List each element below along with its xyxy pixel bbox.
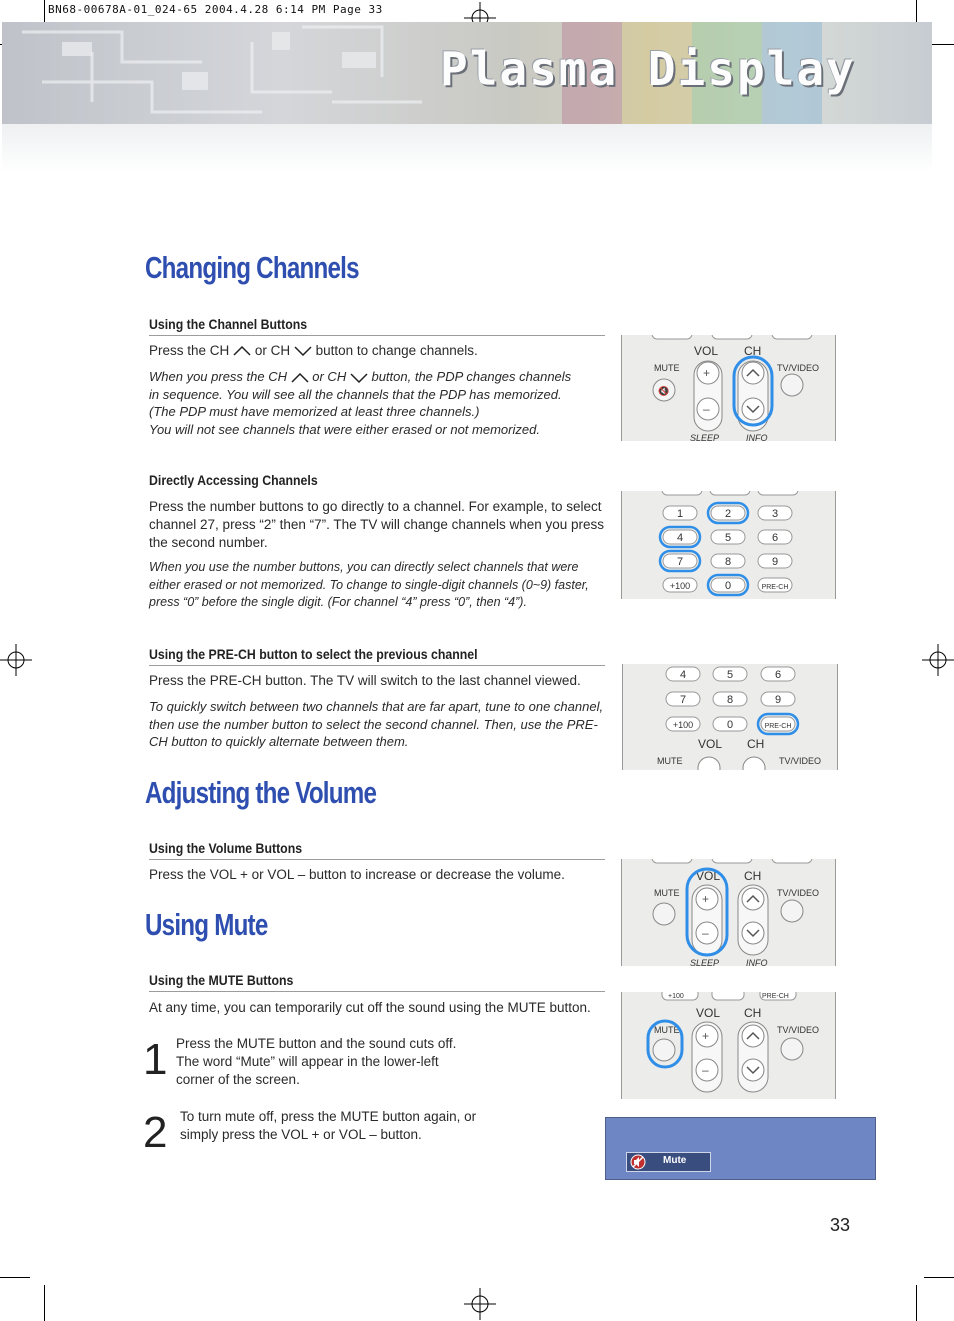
- remote-sleep-label: SLEEP: [690, 433, 720, 441]
- remote-info-label: INFO: [746, 433, 768, 441]
- digit-button-label: 5: [724, 532, 732, 544]
- subhead-label: Directly Accessing Channels: [149, 472, 318, 488]
- digit-button-label: 7: [679, 694, 687, 706]
- remote-mute-label: MUTE: [654, 363, 680, 373]
- remote-vol-label: VOL: [698, 737, 723, 751]
- remote-mute-label: MUTE: [657, 756, 683, 766]
- note-line: in sequence. You will see all the channels that the PDP has memorized.: [149, 386, 562, 402]
- section-title-adjusting-volume: Adjusting the Volume: [145, 775, 377, 810]
- digit-button-label: 2: [724, 508, 732, 520]
- digit-button-label: 8: [724, 556, 732, 568]
- crop-mark: [44, 1285, 45, 1321]
- remote-vol-label: VOL: [696, 869, 721, 883]
- channel-buttons-text: [149, 342, 605, 438]
- digit-button-label: 0: [726, 719, 734, 731]
- remote-ch-label: CH: [744, 869, 762, 883]
- subhead-mute-buttons: [149, 972, 605, 992]
- digit-button-label: 7: [676, 556, 684, 568]
- header-banner: [2, 22, 932, 124]
- volume-buttons-body: Press the VOL + or VOL – button to increase or decrease the volume.: [149, 867, 565, 882]
- prech-button-label: PRE-CH: [764, 723, 792, 730]
- chevron-up-icon: [233, 346, 251, 356]
- subhead-volume-buttons: [149, 840, 605, 860]
- remote-mute-label: MUTE: [654, 1025, 680, 1035]
- digit-button-label: 4: [676, 532, 684, 544]
- registration-mark-icon: [922, 644, 954, 676]
- digit-button-label: 1: [676, 508, 684, 520]
- digit-button-label: 6: [774, 669, 782, 681]
- crop-mark: [916, 1285, 917, 1321]
- subhead-direct-access: [149, 472, 605, 491]
- note-line: [149, 368, 605, 386]
- note-line: (The PDP must have memorized at least three channels.): [149, 404, 480, 419]
- channel-buttons-note: [149, 368, 605, 438]
- remote-image-numbers: [621, 491, 836, 599]
- remote-ch-label: CH: [747, 737, 765, 751]
- remote-tvvideo-label: TV/VIDEO: [777, 1025, 820, 1035]
- text-fragment: or CH: [254, 343, 291, 358]
- text-fragment: When you press the CH: [149, 369, 288, 384]
- section-title-using-mute: Using Mute: [145, 907, 268, 942]
- subhead-label: Using the Volume Buttons: [149, 840, 303, 856]
- remote-vol-label: VOL: [694, 344, 719, 358]
- prech-body: Press the PRE-CH button. The TV will switch to the last channel viewed.: [149, 673, 581, 688]
- direct-access-body: Press the number buttons to go directly to a channel. For example, to select channel 27, press “2” then “7”. The TV will change channels when you press the second number.: [149, 499, 605, 550]
- remote-ch-label: CH: [744, 1006, 762, 1020]
- prech-text: [149, 672, 605, 751]
- step-text: To turn mute off, press the MUTE button again, or simply press the VOL + or VOL – button.: [180, 1109, 477, 1142]
- remote-image-prech: [622, 664, 838, 770]
- registration-mark-icon: [0, 644, 32, 676]
- banner-title: Plasma Display: [440, 42, 856, 96]
- subhead-channel-buttons: [149, 316, 605, 336]
- svg-text:–: –: [702, 1063, 709, 1077]
- crop-mark: [0, 1277, 30, 1278]
- remote-tvvideo-label: TV/VIDEO: [777, 888, 820, 898]
- svg-text:+: +: [703, 366, 711, 380]
- remote-tvvideo-label: TV/VIDEO: [779, 756, 822, 766]
- remote-vol-label: VOL: [696, 1006, 721, 1020]
- svg-text:–: –: [703, 402, 710, 416]
- digit-button-label: 6: [771, 532, 779, 544]
- subhead-label: Using the Channel Buttons: [149, 316, 308, 332]
- digit-button-label: 8: [726, 694, 734, 706]
- plus100-button-label: +100: [669, 581, 691, 591]
- prech-button-label: PRE-CH: [761, 584, 789, 591]
- remote-sleep-label: SLEEP: [690, 958, 720, 966]
- remote-tvvideo-label: TV/VIDEO: [777, 363, 820, 373]
- section-title-changing-channels: Changing Channels: [145, 250, 359, 285]
- chevron-down-icon: [294, 346, 312, 356]
- direct-access-note: When you use the number buttons, you can directly select channels that were either erased or not memorized. To change to single-digit channels (0~9) faster, press “0” before the single digit. (For channel “4” press “0”, then “4”).: [149, 560, 589, 609]
- note-line: You will not see channels that were either erased or not memorized.: [149, 421, 540, 437]
- text-fragment: or CH: [312, 369, 347, 384]
- digit-button-label: 3: [771, 508, 779, 520]
- subhead-prech: [149, 646, 605, 666]
- svg-text:+: +: [702, 892, 710, 906]
- prech-note: To quickly switch between two channels that are far apart, tune to one channel, then use the number button to select the second channel. Then, use the PRE-CH button to quickly alternate between them.: [149, 699, 604, 749]
- step-number: 1: [143, 1035, 168, 1084]
- digit-button-label: 9: [771, 556, 779, 568]
- remote-mute-label: MUTE: [654, 888, 680, 898]
- digit-button-label: 0: [724, 580, 732, 592]
- channel-buttons-line: [149, 342, 605, 360]
- mute-osd-indicator: [626, 1152, 711, 1172]
- page-number: 33: [830, 1215, 851, 1235]
- print-slug: BN68-00678A-01_024-65 2004.4.28 6:14 PM Page 33: [48, 3, 383, 16]
- registration-mark-icon: [464, 1288, 496, 1320]
- digit-button-label: 4: [679, 669, 687, 681]
- svg-text:🔇: 🔇: [658, 386, 670, 396]
- text-fragment: button, the PDP changes channels: [371, 369, 572, 384]
- mute-osd-screen: [605, 1117, 876, 1180]
- banner-fade: [2, 124, 932, 172]
- remote-ch-label: CH: [744, 344, 762, 358]
- text-fragment: Press the CH: [149, 343, 230, 358]
- crop-mark: [924, 1277, 954, 1278]
- remote-image-mute: [621, 992, 836, 1099]
- mute-buttons-body: At any time, you can temporarily cut off the sound using the MUTE button.: [149, 1000, 591, 1015]
- digit-button-label: 5: [726, 669, 734, 681]
- remote-info-label: INFO: [746, 958, 768, 966]
- svg-text:–: –: [702, 926, 709, 940]
- remote-prech-label: PRE-CH: [762, 993, 789, 1000]
- subhead-label: Using the PRE-CH button to select the previous channel: [149, 646, 478, 662]
- remote-image-channel: [621, 335, 836, 441]
- direct-access-text: [149, 498, 605, 612]
- remote-plus100-label: +100: [668, 993, 684, 1000]
- remote-image-volume: [621, 859, 836, 966]
- svg-text:+: +: [702, 1029, 710, 1043]
- step-text: Press the MUTE button and the sound cuts off. The word “Mute” will appear in the lower-left corner of the screen.: [176, 1036, 457, 1087]
- plus100-button-label: +100: [672, 720, 694, 730]
- mute-osd-label: Mute: [663, 1155, 687, 1166]
- subhead-label: Using the MUTE Buttons: [149, 972, 294, 988]
- chevron-down-icon: [350, 373, 368, 383]
- text-fragment: button to change channels.: [315, 343, 478, 358]
- chevron-up-icon: [291, 373, 309, 383]
- mute-speaker-icon: [630, 1154, 646, 1170]
- digit-button-label: 9: [774, 694, 782, 706]
- step-number: 2: [143, 1108, 168, 1157]
